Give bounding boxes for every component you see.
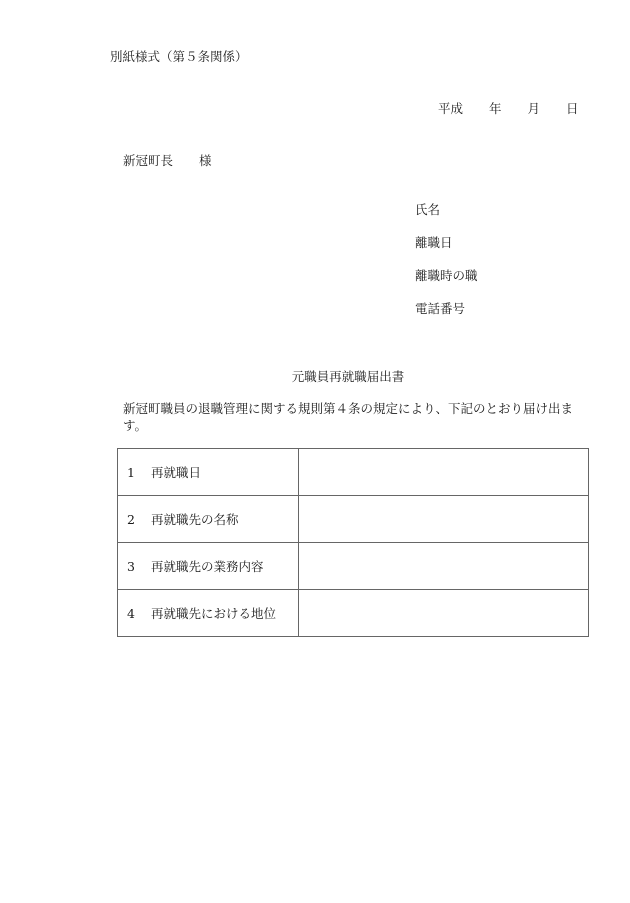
item-number: 4 (127, 606, 135, 621)
row-label-cell (118, 496, 299, 543)
form-label: 別紙様式（第５条関係） (110, 49, 248, 64)
business-content-value[interactable] (298, 543, 588, 590)
item-label: 再就職先の業務内容 (151, 559, 264, 574)
date-line (438, 99, 579, 117)
employer-name-value[interactable] (298, 496, 588, 543)
body-text: 新冠町職員の退職管理に関する規則第４条の規定により、下記のとおり届け出ます。 (123, 401, 574, 433)
reemployment-date-value[interactable] (298, 449, 588, 496)
position-value[interactable] (298, 590, 588, 637)
retirement-date-field: 離職日 (415, 235, 453, 250)
item-label: 再就職日 (151, 465, 202, 480)
row-label-cell (118, 543, 299, 590)
document-title: 元職員再就職届出書 (291, 369, 405, 384)
row-label-cell (118, 449, 299, 496)
date-year: 年 (489, 101, 502, 116)
addressee-honorific: 様 (199, 153, 212, 168)
item-label: 再就職先における地位 (151, 606, 277, 621)
position-at-retirement-field: 離職時の職 (415, 268, 478, 283)
date-day: 日 (566, 101, 579, 116)
item-number: 2 (127, 512, 135, 527)
table-row (118, 496, 589, 543)
table-row (118, 543, 589, 590)
phone-field: 電話番号 (415, 301, 466, 316)
table-row (118, 590, 589, 637)
date-month: 月 (527, 101, 541, 116)
applicant-name-field: 氏名 (415, 202, 441, 217)
reemployment-table (117, 448, 589, 637)
table-row (118, 449, 589, 496)
item-label: 再就職先の名称 (151, 512, 239, 527)
addressee (123, 151, 212, 169)
item-number: 1 (127, 465, 135, 480)
row-label-cell (118, 590, 299, 637)
item-number: 3 (127, 559, 135, 574)
date-era: 平成 (438, 101, 464, 116)
addressee-name: 新冠町長 (123, 153, 174, 168)
